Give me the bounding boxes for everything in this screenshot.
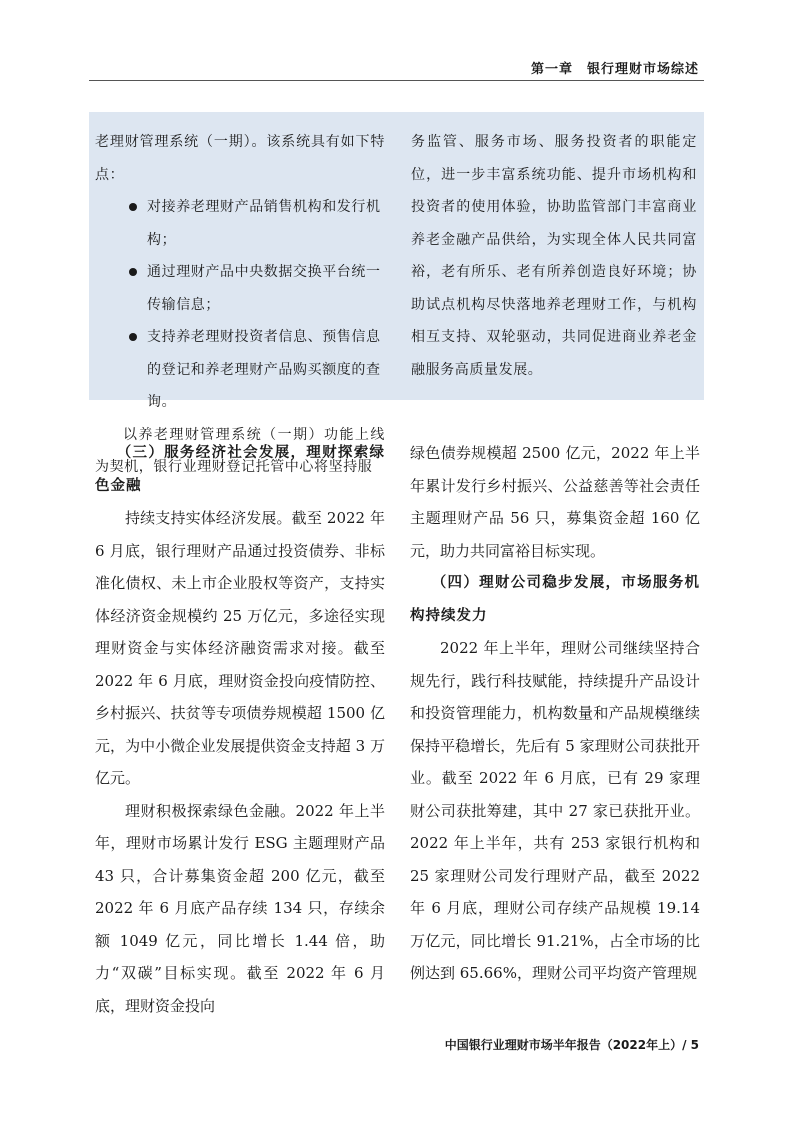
page-footer: 中国银行业理财市场半年报告（2022年上）/ 5 <box>444 1038 699 1052</box>
callout-paragraph-start: 以养老理财管理系统（一期）功能上线为契机，银行业理财登记托管中心将坚持服 <box>95 426 385 475</box>
callout-bullet <box>95 256 385 321</box>
callout-right-column <box>411 126 697 386</box>
section-3-paragraph-1: 持续支持实体经济发展。截至 2022 年 6 月底，银行理财产品通过投资债券、非标准化债权、未上市企业股权等资产，支持实体经济资金规模约 25 万亿元，多途径实现理财资金与实体经济融资需求对接。截至 2022 年 6 月底，理财资金投向疫情防控、乡村振兴、扶贫等专项债券规模超 1500 亿元，为中小微企业发展提供资金支持超 3 万亿元。 <box>95 509 385 787</box>
chapter-header: 第一章 银行理财市场综述 <box>530 62 699 77</box>
section-3-number: （三） <box>116 445 165 461</box>
bullet-text: 对接养老理财产品销售机构和发行机构； <box>147 199 381 248</box>
bullet-text: 支持养老理财投资者信息、预售信息的登记和养老理财产品购买额度的查询。 <box>147 329 381 410</box>
section-3-title: 服务经济社会发展，理财探索绿色金融 <box>95 445 385 494</box>
callout-paragraph-cont: 务监管、服务市场、服务投资者的职能定位，进一步丰富系统功能、提升市场机构和投资者的使用体验，协助监管部门丰富商业养老金融产品供给，为实现全体人民共同富裕，老有所乐、老有所养创造良好环境；协助试点机构尽快落地养老理财工作，与机构相互支持、双轮驱动，共同促进商业养老金融服务高质量发展。 <box>411 134 697 378</box>
section-3-paragraph-2: 理财积极探索绿色金融。2022 年上半年，理财市场累计发行 ESG 主题理财产品 43 只，合计募集资金超 200 亿元，截至 2022 年 6 月底产品存续 134 只，存续余额 1049 亿元，同比增长 1.44 倍，助力“双碳”目标实现。截至 2022 年 6 月底，理财资金投向 <box>95 801 385 1015</box>
section-4-title: 理财公司稳步发展，市场服务机构持续发力 <box>410 575 700 624</box>
callout-intro: 老理财管理系统（一期）。该系统具有如下特点： <box>95 134 385 183</box>
body-right-column <box>410 437 700 990</box>
section-4-heading <box>410 567 700 632</box>
callout-bullet <box>95 321 385 419</box>
body-left-column <box>95 437 385 1022</box>
section-4-paragraph-1: 2022 年上半年，理财公司继续坚持合规先行，践行科技赋能，持续提升产品设计和投资管理能力，机构数量和产品规模继续保持平稳增长，先后有 5 家理财公司获批开业。截至 2022 年 6 月底，已有 29 家理财公司获批筹建，其中 27 家已获批开业。2022 年上半年，共有 253 家银行机构和 25 家理财公司发行理财产品，截至 2022 年 6 月底，理财公司存续产品规模 19.14 万亿元，同比增长 91.21%，占全市场的比例达到 65.66%，理财公司平均资产管理规 <box>410 639 700 982</box>
header-divider <box>89 80 704 81</box>
bullet-icon <box>129 268 137 276</box>
callout-left-column <box>95 126 385 484</box>
callout-bullet <box>95 191 385 256</box>
section-4-number: （四） <box>431 575 480 591</box>
bullet-icon <box>129 203 137 211</box>
bullet-icon <box>129 333 137 341</box>
section-3-heading <box>95 437 385 502</box>
bullet-text: 通过理财产品中央数据交换平台统一传输信息； <box>147 264 381 313</box>
section-3-paragraph-2-cont: 绿色债券规模超 2500 亿元，2022 年上半年累计发行乡村振兴、公益慈善等社会责任主题理财产品 56 只，募集资金超 160 亿元，助力共同富裕目标实现。 <box>410 444 700 560</box>
